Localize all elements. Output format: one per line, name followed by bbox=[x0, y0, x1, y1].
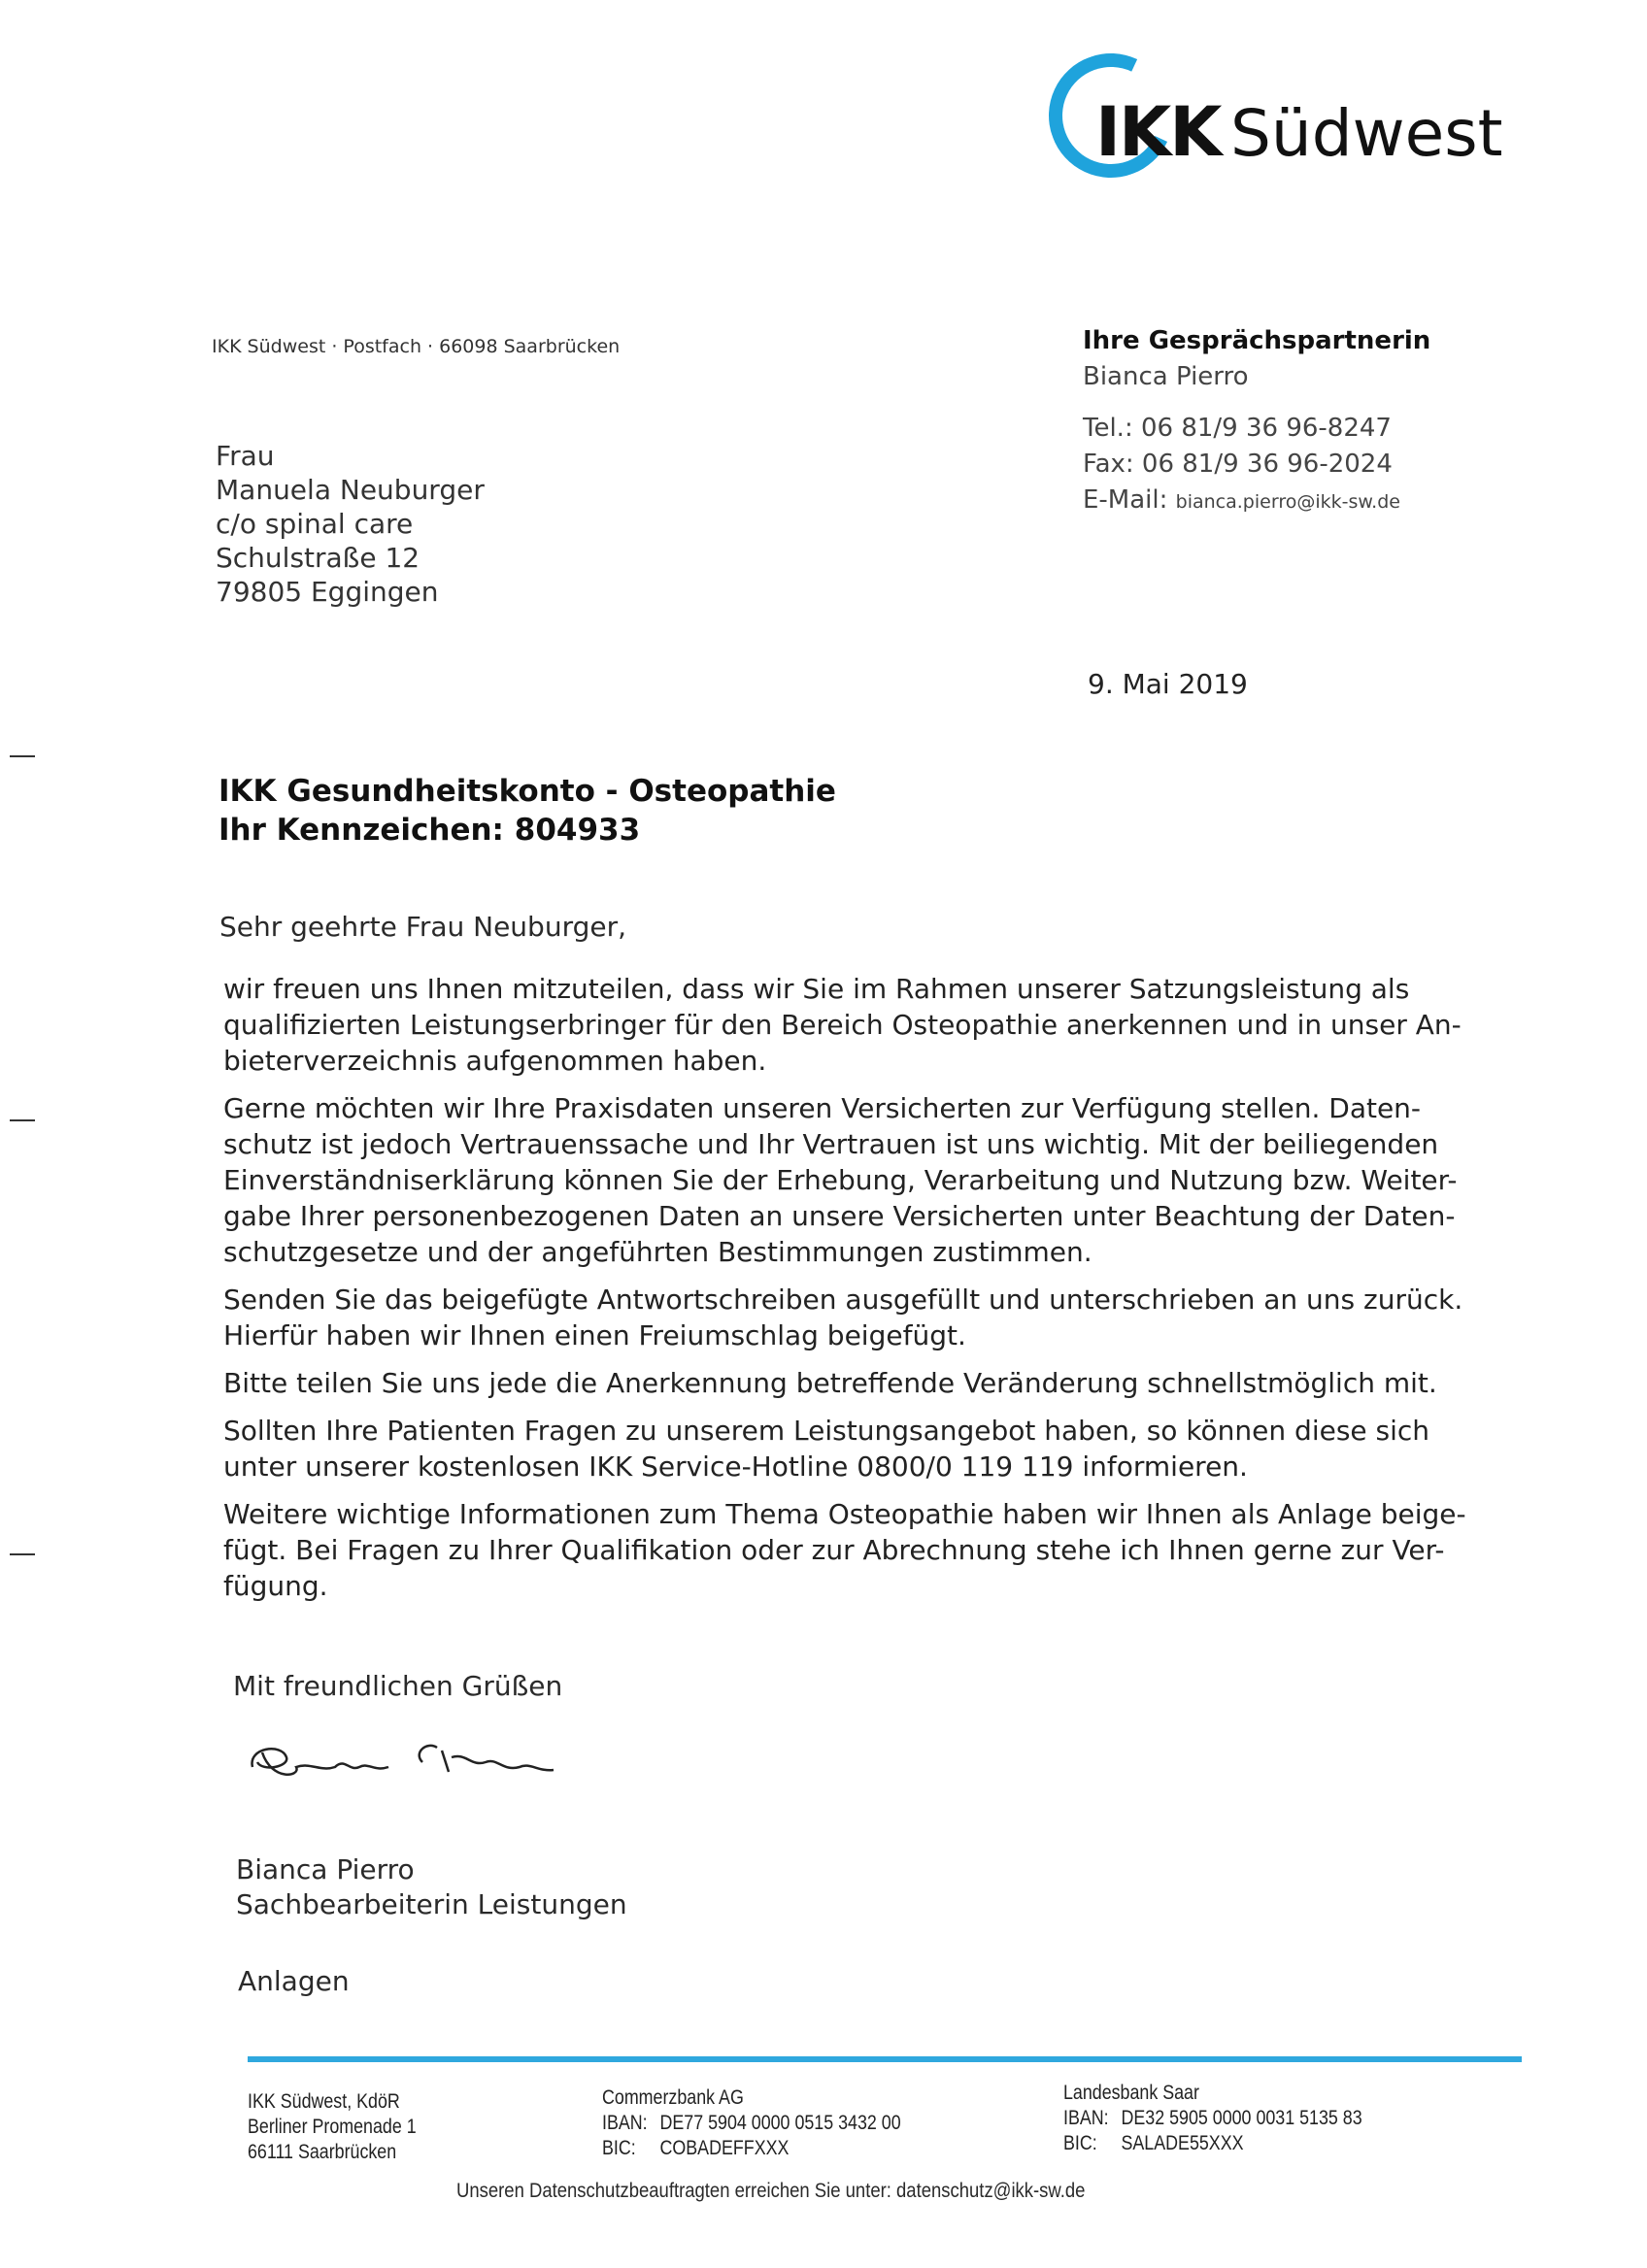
recipient-line: Manuela Neuburger bbox=[216, 474, 485, 506]
body-line: qualifizierten Leistungserbringer für den Bereich Osteopathie anerkennen und in unser An- bbox=[223, 1009, 1462, 1041]
iban-label: IBAN: bbox=[602, 2112, 648, 2134]
ikk-logo bbox=[1049, 53, 1503, 175]
signer-name: Bianca Pierro bbox=[236, 1853, 415, 1885]
body-line: Gerne möchten wir Ihre Praxisdaten unseren Versicherten zur Verfügung stellen. Daten- bbox=[223, 1092, 1422, 1124]
body-line: fügt. Bei Fragen zu Ihrer Qualifikation oder zur Abrechnung stehe ich Ihnen gerne zur Ver- bbox=[223, 1534, 1445, 1566]
salutation: Sehr geehrte Frau Neuburger, bbox=[219, 911, 627, 943]
body-line: Weitere wichtige Informationen zum Thema Osteopathie haben wir Ihnen als Anlage beige- bbox=[223, 1498, 1466, 1530]
body-line: Bitte teilen Sie uns jede die Anerkennung betreffende Veränderung schnellstmöglich mit. bbox=[223, 1367, 1437, 1399]
recipient-line: Frau bbox=[216, 440, 275, 472]
subject-line: IKK Gesundheitskonto - Osteopathie bbox=[218, 774, 836, 809]
recipient-line: 79805 Eggingen bbox=[216, 576, 439, 608]
body-line: Sollten Ihre Patienten Fragen zu unserem Leistungsangebot haben, so können diese sich bbox=[223, 1415, 1430, 1447]
signer-block bbox=[236, 1852, 627, 1922]
fold-mark bbox=[10, 1119, 35, 1121]
contact-fax: Fax: 06 81/9 36 96-2024 bbox=[1083, 450, 1393, 479]
body-paragraph bbox=[223, 1282, 1486, 1353]
footer-org-line: 66111 Saarbrücken bbox=[248, 2141, 397, 2163]
footer-org-line: Berliner Promenade 1 bbox=[248, 2116, 417, 2138]
iban: DE32 5905 0000 0031 5135 83 bbox=[1121, 2107, 1362, 2129]
enclosures: Anlagen bbox=[238, 1965, 350, 1997]
bic-label: BIC: bbox=[602, 2137, 636, 2159]
contact-email: bianca.pierro@ikk-sw.de bbox=[1175, 491, 1400, 513]
letter-body bbox=[223, 971, 1486, 1616]
bic: SALADE55XXX bbox=[1121, 2132, 1244, 2154]
body-line: schutz ist jedoch Vertrauenssache und Ihr Vertrauen ist uns wichtig. Mit der beiliegenden bbox=[223, 1128, 1439, 1160]
body-line: bieterverzeichnis aufgenommen haben. bbox=[223, 1045, 767, 1077]
bic-label: BIC: bbox=[1063, 2132, 1097, 2154]
body-line: fügung. bbox=[223, 1570, 328, 1602]
footer-org-line: IKK Südwest, KdöR bbox=[248, 2090, 400, 2113]
handwritten-signature bbox=[243, 1723, 573, 1801]
body-paragraph bbox=[223, 1413, 1486, 1484]
letter-subject bbox=[218, 772, 836, 850]
body-line: wir freuen uns Ihnen mitzuteilen, dass wir Sie im Rahmen unserer Satzungsleistung als bbox=[223, 973, 1410, 1005]
fold-mark bbox=[10, 755, 35, 757]
body-line: Hierfür haben wir Ihnen einen Freiumschlag beigefügt. bbox=[223, 1319, 966, 1351]
recipient-line: Schulstraße 12 bbox=[216, 542, 420, 574]
fold-mark bbox=[10, 1553, 35, 1555]
recipient-line: c/o spinal care bbox=[216, 508, 414, 540]
body-paragraph bbox=[223, 1365, 1486, 1401]
contact-tel: Tel.: 06 81/9 36 96-8247 bbox=[1083, 414, 1392, 443]
footer-divider bbox=[248, 2056, 1522, 2062]
logo-region: Südwest bbox=[1230, 96, 1503, 171]
contact-block bbox=[1083, 323, 1430, 520]
sender-return-address: IKK Südwest · Postfach · 66098 Saarbrücken bbox=[212, 336, 621, 357]
footer-org bbox=[248, 2089, 417, 2165]
body-line: Senden Sie das beigefügte Antwortschreiben ausgefüllt und unterschrieben an uns zurück. bbox=[223, 1284, 1463, 1316]
body-paragraph bbox=[223, 1496, 1486, 1604]
bank-name: Landesbank Saar bbox=[1063, 2082, 1199, 2104]
body-paragraph bbox=[223, 1090, 1486, 1270]
body-paragraph bbox=[223, 971, 1486, 1079]
footer-bank-1 bbox=[602, 2085, 901, 2161]
iban-label: IBAN: bbox=[1063, 2107, 1109, 2129]
letter-date: 9. Mai 2019 bbox=[1088, 668, 1248, 700]
bic: COBADEFFXXX bbox=[659, 2137, 790, 2159]
body-line: gabe Ihrer personenbezogenen Daten an unsere Versicherten unter Beachtung der Daten- bbox=[223, 1200, 1456, 1232]
body-line: schutzgesetze und der angeführten Bestimmungen zustimmen. bbox=[223, 1236, 1092, 1268]
footer-bank-2 bbox=[1063, 2081, 1362, 2156]
signer-title: Sachbearbeiterin Leistungen bbox=[236, 1888, 627, 1920]
contact-email-label: E-Mail: bbox=[1083, 485, 1168, 515]
contact-name: Bianca Pierro bbox=[1083, 362, 1249, 391]
recipient-address bbox=[216, 439, 485, 609]
contact-heading: Ihre Gesprächspartnerin bbox=[1083, 326, 1431, 355]
bank-name: Commerzbank AG bbox=[602, 2086, 744, 2109]
reference-number: Ihr Kennzeichen: 804933 bbox=[218, 813, 641, 848]
iban: DE77 5904 0000 0515 3432 00 bbox=[659, 2112, 901, 2134]
body-line: unter unserer kostenlosen IKK Service-Hotline 0800/0 119 119 informieren. bbox=[223, 1451, 1248, 1483]
body-line: Einverständniserklärung können Sie der Erhebung, Verarbeitung und Nutzung bzw. Weiter- bbox=[223, 1164, 1458, 1196]
logo-brand: IKK bbox=[1095, 92, 1221, 172]
privacy-contact: Unseren Datenschutzbeauftragten erreichen Sie unter: datenschutz@ikk-sw.de bbox=[456, 2180, 1086, 2202]
closing: Mit freundlichen Grüßen bbox=[233, 1670, 563, 1702]
